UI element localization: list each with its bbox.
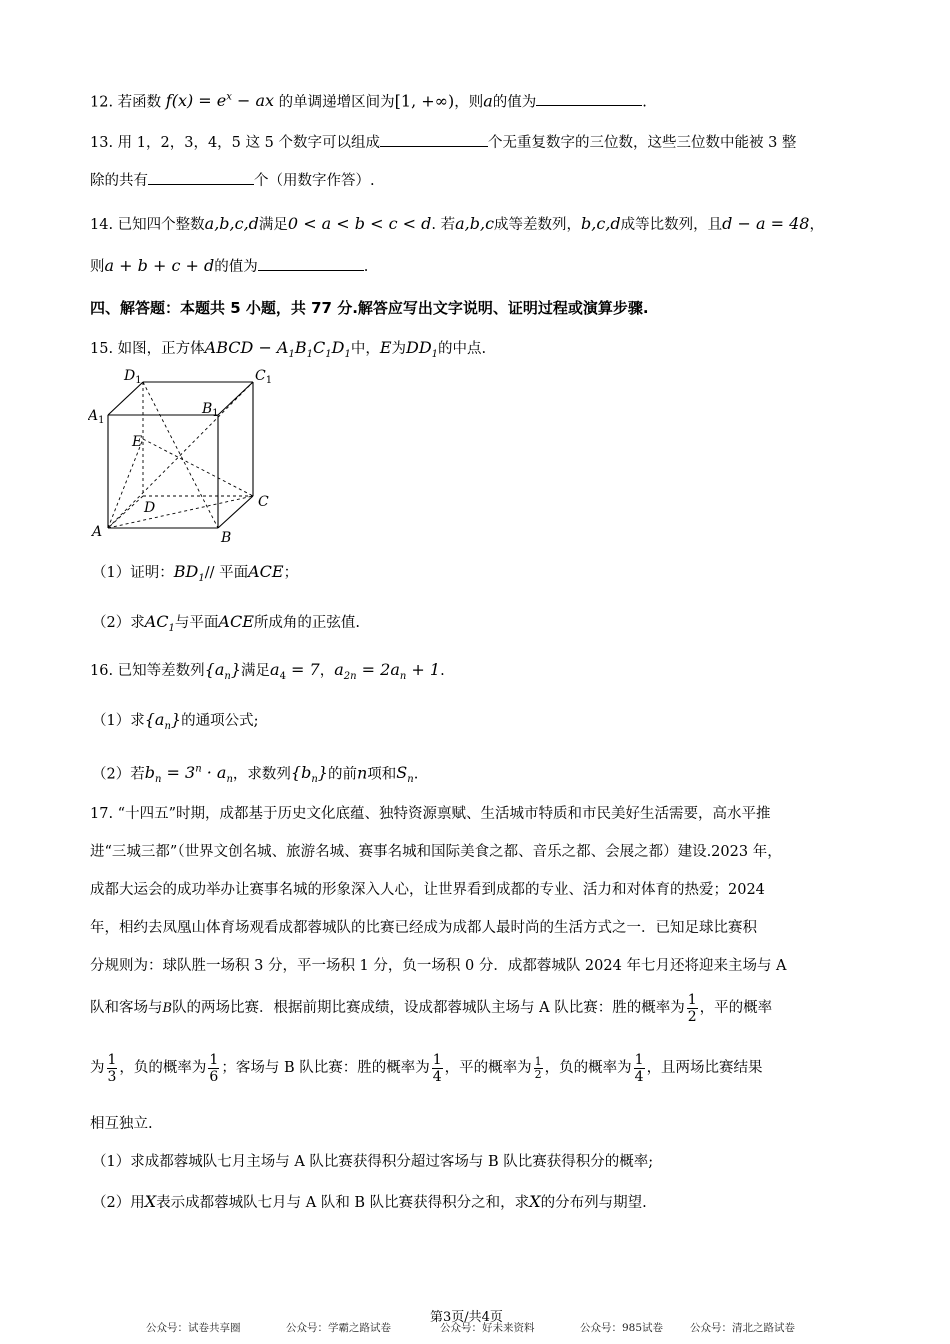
label-c1: $C_1$ [255,368,273,386]
question-17-line2: 进“三城三都”（世界文创名城、旅游名城、赛事名城和国际美食之都、音乐之都、会展之都）建设.2023 年， [90,844,782,860]
question-14-line2: 则a + b + c + d的值为 . [90,256,369,275]
footer-item: 公众号：试卷共享圈 [146,1322,241,1334]
page-number: 第3页/共4页 [430,1310,503,1325]
footer-item: 公众号：985试卷 [580,1322,664,1334]
fraction: $\frac{1}{4}$ [432,1051,442,1085]
question-17-line8: 相互独立. [90,1116,153,1132]
cube-diagram [88,368,288,548]
question-14-line1: 14. 已知四个整数a,b,c,d满足0 < a < b < c < d. 若a,b,c成等差数列，b,c,d成等比数列，且d − a = 48， [90,214,824,233]
section-heading: 四、解答题：本题共 5 小题，共 77 分.解答应写出文字说明、证明过程或演算步骤. [90,299,649,317]
label-b: B [221,530,232,546]
question-17-line4: 年，相约去凤凰山体育场观看成都蓉城队的比赛已经成为成都人最时尚的生活方式之一．已知足球比赛积 [90,920,757,936]
question-17-line3: 成都大运会的成功举办让赛事名城的形象深入人心，让世界看到成都的专业、活力和对体育的热爱；2024 [90,882,765,898]
answer-blank[interactable] [258,256,364,271]
question-15-part2: （2）求$AC_1$与平面ACE所成角的正弦值. [92,612,360,635]
answer-blank[interactable] [380,132,488,147]
question-17-line1: 17. “十四五”时期，成都基于历史文化底蕴、独特资源禀赋、生活城市特质和市民美好生活需要，高水平推 [90,806,771,822]
footer-item: 公众号：清北之路试卷 [690,1322,795,1334]
label-a: A [92,524,103,540]
fraction: $\frac{1}{2}$ [687,991,697,1025]
fraction: $\frac{1}{6}$ [209,1051,219,1085]
question-12: 12. 若函数 $f(x) = e^x$ − ax 的单调递增区间为[1, +∞)，则a的值为 . [90,91,647,111]
question-13-line2: 除的共有 个（用数字作答）. [90,170,375,191]
question-15: 15. 如图，正方体ABCD − $A_1B_1C_1D_1$中，E为$DD_1$的中点. [90,338,487,361]
question-17-line7: 为 $\frac{1}{3}$ ，负的概率为 $\frac{1}{6}$ ；客场与 B 队比赛：胜的概率为 $\frac{1}{4}$ ，平的概率为 $\frac{1}{2}$ ，负的概率为 $\frac{1}{4}$ ，且两场比赛结果 [90,1051,763,1085]
question-17-part2: （2）用X表示成都蓉城队七月与 A 队和 B 队比赛获得积分之和，求X的分布列与期望. [92,1192,647,1211]
question-16-part1: （1）求$\{a_n\}$的通项公式; [92,710,259,733]
question-16: 16. 已知等差数列$\{a_n\}$满足$a_4 = 7$，$a_{2n} = 2a_n + 1$. [90,660,445,683]
question-15-part1: （1）证明：$BD_1//$ 平面ACE； [92,562,299,585]
fraction: $\frac{1}{4}$ [634,1051,644,1085]
question-13-line1: 13. 用 1，2，3，4，5 这 5 个数字可以组成 个无重复数字的三位数，这些三位数中能被 3 整 [90,132,796,153]
question-17-line6: 队和客场与B队的两场比赛．根据前期比赛成绩，设成都蓉城队主场与 A 队比赛：胜的概率为 $\frac{1}{2}$ ，平的概率 [90,991,773,1025]
label-a1: $A_1$ [88,408,105,426]
answer-blank[interactable] [536,91,642,106]
label-e: E [132,434,143,450]
page-footer [0,1306,950,1334]
fraction: $\frac{1}{3}$ [107,1051,117,1085]
label-d1: $D_1$ [124,368,142,386]
question-16-part2: （2）若$b_n = 3^n \cdot a_n$，求数列$\{b_n\}$的前n项和$S_n$. [92,763,419,786]
footer-item: 公众号：好未来资料 [440,1322,535,1334]
label-b1: $B_1$ [202,401,219,419]
fraction: $\frac{1}{2}$ [534,1054,542,1081]
question-17-line5: 分规则为：球队胜一场积 3 分，平一场积 1 分，负一场积 0 分．成都蓉城队 2024 年七月还将迎来主场与 A [90,958,787,974]
label-c: C [258,494,269,510]
footer-item: 公众号：学霸之路试卷 [286,1322,391,1334]
label-d: D [144,500,156,516]
question-17-part1: （1）求成都蓉城队七月主场与 A 队比赛获得积分超过客场与 B 队比赛获得积分的概率; [92,1154,654,1170]
answer-blank[interactable] [148,170,254,185]
